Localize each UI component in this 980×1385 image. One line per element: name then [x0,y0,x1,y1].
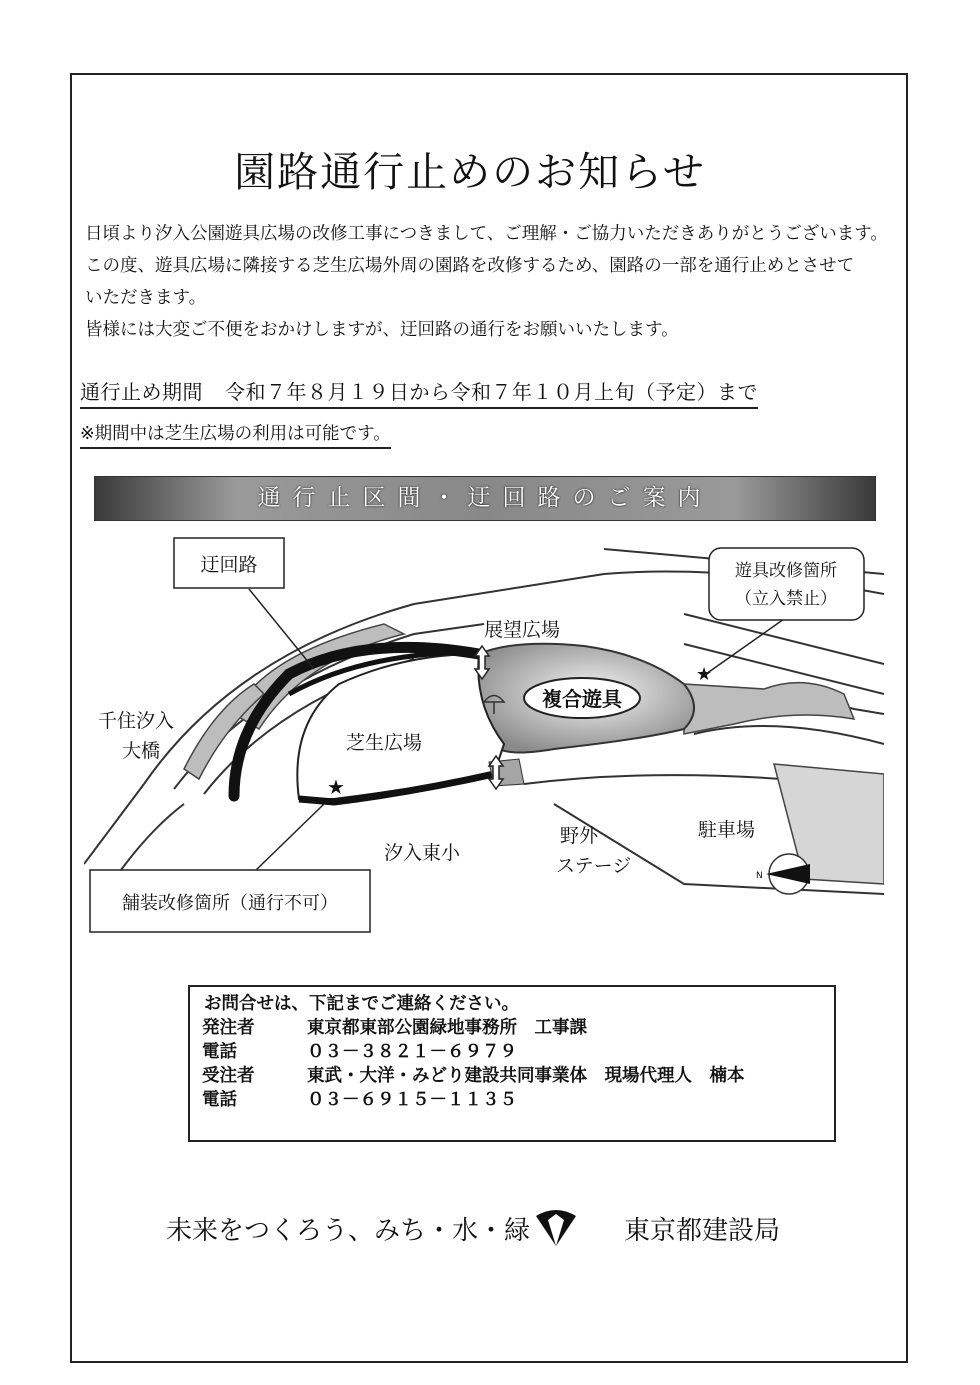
label-parking: 駐車場 [698,819,756,841]
compass-n: N [756,871,763,881]
playground-callout-box [709,548,864,620]
ginkgo-emblem-icon [534,1206,578,1250]
lawn-note: ※期間中は芝生広場の利用は可能です。 [80,420,391,449]
contact-key: 受注者 [202,1066,255,1086]
contact-row [202,1016,822,1040]
contact-heading: お問合せは、下記までご連絡ください。 [204,994,519,1014]
period-value: 令和７年８月１９日から令和７年１０月上旬（予定）まで [225,380,758,404]
star-icon: ★ [327,775,345,799]
contact-row [202,1064,822,1088]
label-observation: 展望広場 [484,619,561,641]
star-icon: ★ [696,664,713,685]
contact-value: ０３－３８２１－６９７９ [307,1042,517,1062]
label-lawn: 芝生広場 [346,732,423,754]
footer-slogan: 未来をつくろう、みち・水・緑 [166,1216,531,1246]
map-banner: 通行止区間・迂回路のご案内 [94,476,876,521]
contact-key: 電話 [202,1090,237,1110]
page-title: 園路通行止めのお知らせ [234,148,706,197]
contact-value: ０３－６９１５－１１３５ [307,1090,517,1110]
detour-callout: 迂回路 [200,554,258,576]
intro-line: 皆様には大変ご不便をおかけしますが、迂回路の通行をお願いいたします。 [85,320,679,340]
intro-line: この度、遊具広場に隣接する芝生広場外周の園路を改修するため、園路の一部を通行止めとさせて [85,256,855,276]
detour-map [84,534,884,934]
contact-row [202,1040,822,1064]
label-bridge-2: 大橋 [122,740,161,762]
intro-line: いただきます。 [85,288,207,308]
contact-value: 東京都東部公園緑地事務所 工事課 [307,1018,587,1038]
label-complex: 複合遊具 [542,687,622,711]
contact-key: 電話 [202,1042,237,1062]
period-label: 通行止め期間 [80,380,203,404]
contact-key: 発注者 [202,1018,255,1038]
intro-text [85,218,905,346]
label-stage-1: 野外 [560,825,599,847]
contact-value: 東武・大洋・みどり建設共同事業体 現場代理人 楠本 [307,1066,745,1086]
leader-line [249,589,314,669]
playground-callout-line2: （立入禁止） [735,589,837,609]
footer [166,1206,806,1256]
footer-org: 東京都建設局 [624,1216,781,1246]
contact-row [202,1088,822,1112]
label-stage-2: ステージ [556,855,632,877]
intro-line: 日頃より汐入公園遊具広場の改修工事につきまして、ご理解・ご協力いただきありがとうございます。 [85,224,888,244]
playground-callout-line1: 遊具改修箇所 [735,561,837,581]
label-bridge-1: 千住汐入 [98,710,175,732]
label-school: 汐入東小 [384,842,461,864]
paving-callout: 舗装改修箇所（通行不可） [122,893,338,914]
leader-line [254,804,324,872]
closure-period [80,376,758,409]
contact-box [188,985,836,1142]
